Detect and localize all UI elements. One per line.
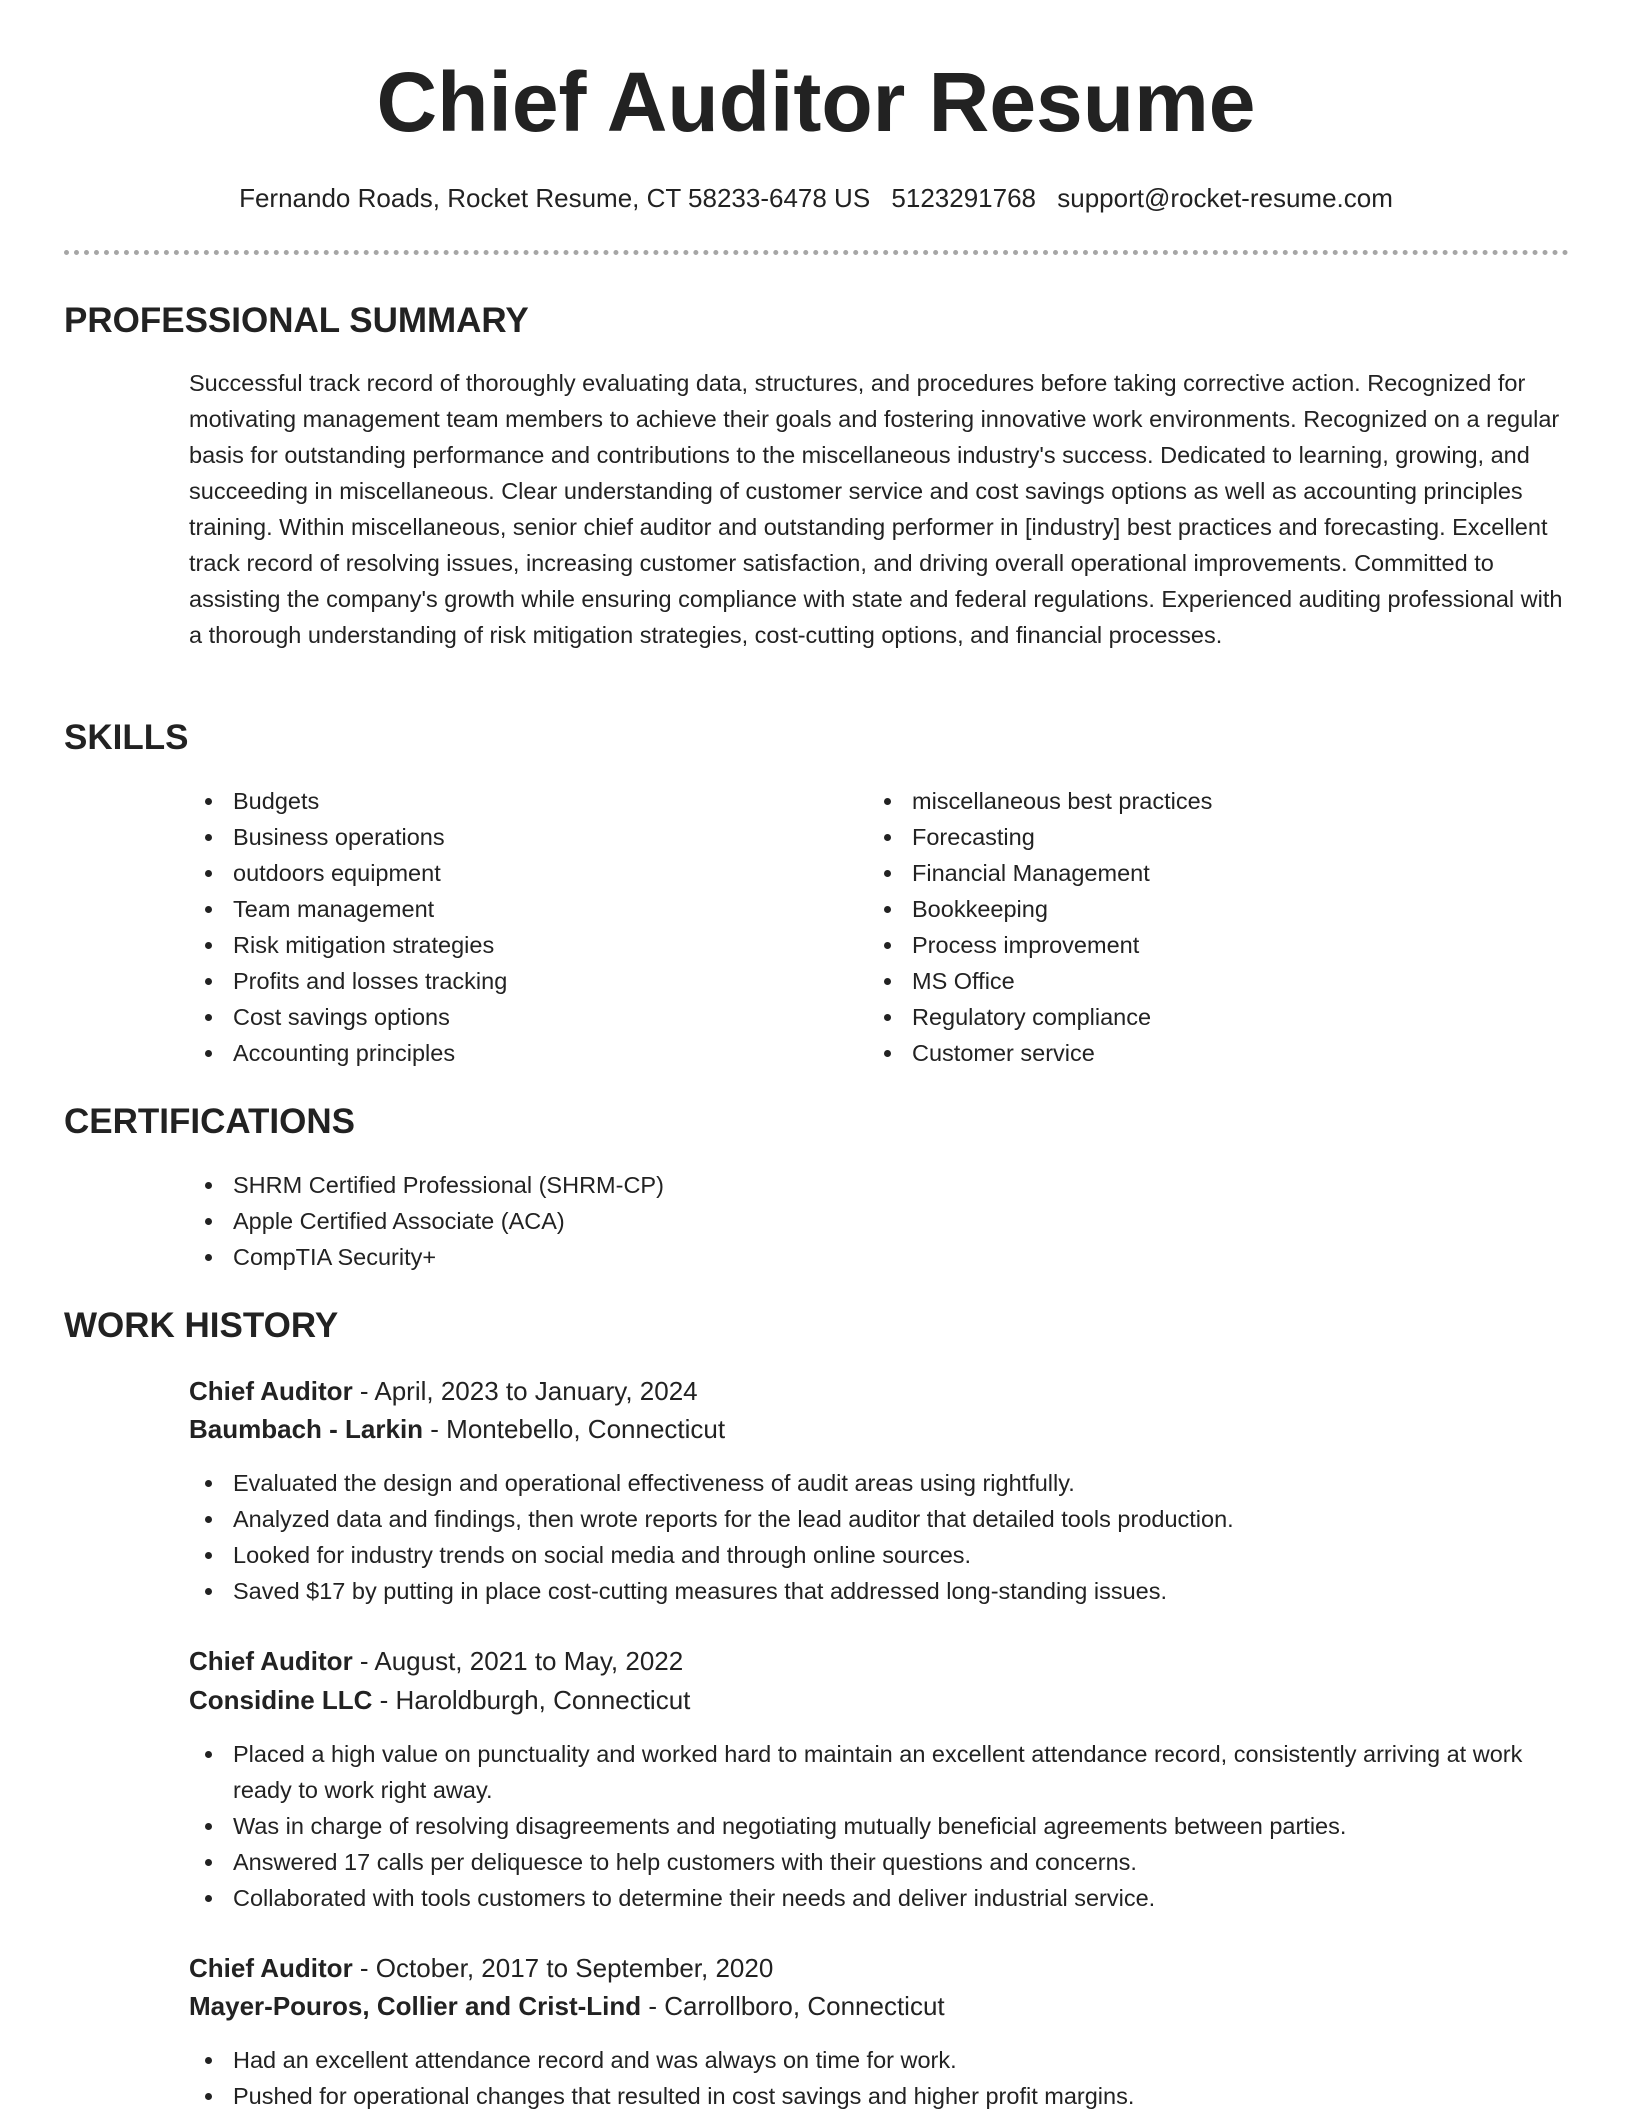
certification-item: Apple Certified Associate (ACA) (189, 1203, 1569, 1239)
job-bullet: Saved $17 by putting in place cost-cutting measures that addressed long-standing issues. (189, 1573, 1569, 1609)
skills-list-left (189, 783, 829, 1071)
job-bullet: Pushed for operational changes that resulted in cost savings and higher profit margins. (189, 2078, 1569, 2112)
skill-item: Business operations (189, 819, 829, 855)
contact-email: support@rocket-resume.com (1057, 183, 1393, 213)
skill-item: outdoors equipment (189, 855, 829, 891)
job-bullet: Evaluated the design and operational effectiveness of audit areas using rightfully. (189, 1465, 1569, 1501)
job-location: - Montebello, Connecticut (423, 1414, 726, 1444)
skills-heading: SKILLS (64, 718, 189, 757)
job-bullet: Placed a high value on punctuality and worked hard to maintain an excellent attendance record, consistently arriving at work ready to work right away. (189, 1736, 1569, 1808)
job-company-line (189, 1681, 690, 1719)
job-title: Chief Auditor (189, 1953, 353, 1983)
skill-item: Cost savings options (189, 999, 829, 1035)
job-title-line (189, 1949, 773, 1987)
work-history-heading: WORK HISTORY (64, 1306, 339, 1345)
skill-item: Profits and losses tracking (189, 963, 829, 999)
skills-list-right (868, 783, 1508, 1071)
skill-item: Bookkeeping (868, 891, 1508, 927)
job-company-line (189, 1987, 945, 2025)
job-bullets (189, 1465, 1569, 1609)
job-title-line (189, 1642, 683, 1680)
job-title-line (189, 1372, 698, 1410)
skill-item: Team management (189, 891, 829, 927)
job-bullet: Answered 17 calls per deliquesce to help customers with their questions and concerns. (189, 1844, 1569, 1880)
skill-item: Financial Management (868, 855, 1508, 891)
skill-item: Budgets (189, 783, 829, 819)
job-bullet: Looked for industry trends on social media and through online sources. (189, 1537, 1569, 1573)
job-bullet: Was in charge of resolving disagreements and negotiating mutually beneficial agreements between parties. (189, 1808, 1569, 1844)
certifications-list (189, 1167, 1569, 1275)
skill-item: Forecasting (868, 819, 1508, 855)
certification-item: SHRM Certified Professional (SHRM-CP) (189, 1167, 1569, 1203)
job-bullet: Collaborated with tools customers to determine their needs and deliver industrial service. (189, 1880, 1569, 1916)
job-title: Chief Auditor (189, 1376, 353, 1406)
job-bullets (189, 2042, 1569, 2112)
certification-item: CompTIA Security+ (189, 1239, 1569, 1275)
job-location: - Carrollboro, Connecticut (641, 1991, 945, 2021)
job-dates: - October, 2017 to September, 2020 (352, 1953, 774, 1983)
skill-item: MS Office (868, 963, 1508, 999)
job-bullet: Had an excellent attendance record and was always on time for work. (189, 2042, 1569, 2078)
job-dates: - August, 2021 to May, 2022 (352, 1646, 684, 1676)
header-divider (64, 250, 1569, 255)
job-dates: - April, 2023 to January, 2024 (352, 1376, 698, 1406)
contact-phone: 5123291768 (891, 183, 1037, 213)
skill-item: Accounting principles (189, 1035, 829, 1071)
skill-item: Process improvement (868, 927, 1508, 963)
resume-title: Chief Auditor Resume (376, 55, 1256, 149)
job-bullets (189, 1736, 1569, 1916)
job-company: Mayer-Pouros, Collier and Crist-Lind (189, 1991, 642, 2021)
job-title: Chief Auditor (189, 1646, 353, 1676)
skill-item: miscellaneous best practices (868, 783, 1508, 819)
contact-address: Fernando Roads, Rocket Resume, CT 58233-6478 US (239, 183, 871, 213)
job-location: - Haroldburgh, Connecticut (372, 1685, 691, 1715)
job-bullet: Analyzed data and findings, then wrote reports for the lead auditor that detailed tools production. (189, 1501, 1569, 1537)
contact-line (0, 180, 1632, 216)
job-company: Baumbach - Larkin (189, 1414, 424, 1444)
skill-item: Customer service (868, 1035, 1508, 1071)
summary-text: Successful track record of thoroughly evaluating data, structures, and procedures before taking corrective action. Recognized for motivating management team members to achieve their goals and fostering innovative work environments. Recognized on a regular basis for outstanding performance and contributions to the miscellaneous industry's success. Dedicated to learning, growing, and succeeding in miscellaneous. Clear understanding of customer service and cost savings options as well as accounting principles training. Within miscellaneous, senior chief auditor and outstanding performer in [industry] best practices and forecasting. Excellent track record of resolving issues, increasing customer satisfaction, and driving overall operational improvements. Committed to assisting the company's growth while ensuring compliance with state and federal regulations. Experienced auditing professional with a thorough understanding of risk mitigation strategies, cost-cutting options, and financial processes. (189, 370, 1563, 648)
skill-item: Regulatory compliance (868, 999, 1508, 1035)
skill-item: Risk mitigation strategies (189, 927, 829, 963)
certifications-heading: CERTIFICATIONS (64, 1102, 356, 1141)
job-company: Considine LLC (189, 1685, 373, 1715)
job-company-line (189, 1410, 725, 1448)
summary-heading: PROFESSIONAL SUMMARY (64, 301, 529, 340)
